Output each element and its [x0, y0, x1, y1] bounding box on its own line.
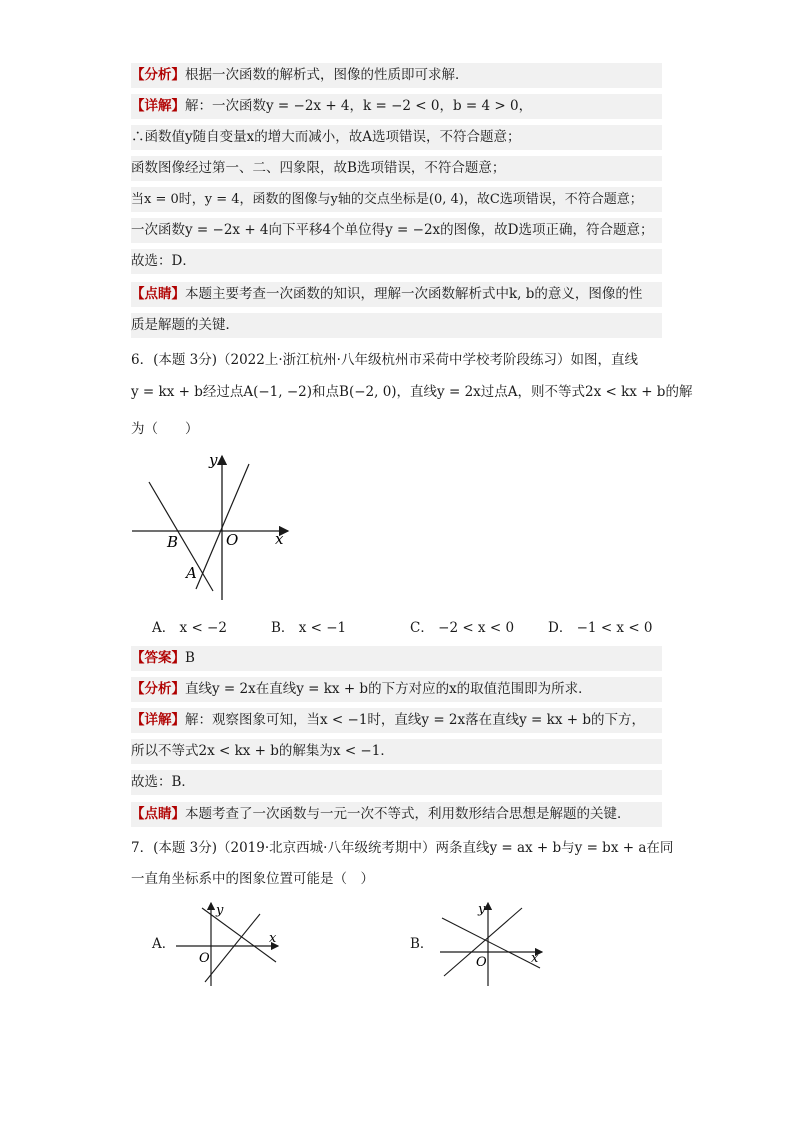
origin-label: O: [199, 951, 210, 966]
option-text: x < −2: [179, 620, 227, 636]
analysis-tag: 【分析】: [131, 681, 185, 697]
line-1: [442, 918, 540, 968]
option-letter: A．: [152, 620, 176, 636]
q5-detail-line3: 函数图像经过第一、二、四象限，故B选项错误，不符合题意；: [131, 156, 662, 181]
option-letter: D．: [548, 620, 573, 636]
q5-analysis: [131, 63, 662, 88]
comment-tag: 【点睛】: [131, 806, 185, 822]
analysis-text: 根据一次函数的解析式，图像的性质即可求解．: [185, 67, 469, 83]
analysis-tag: 【分析】: [131, 67, 185, 83]
comment-text: 本题考查了一次函数与一元一次不等式，利用数形结合思想是解题的关键．: [185, 806, 631, 822]
q5-comment-line2: 质是解题的关键．: [131, 313, 662, 338]
q6-stem-line1: 6．(本题 3分)（2022上·浙江杭州·八年级杭州市采荷中学校考阶段练习）如图，直线: [131, 352, 638, 368]
q7-stem-line1: 7．(本题 3分)（2019·北京西城·八年级统考期中）两条直线y = ax + b与y = bx + a在同: [131, 840, 674, 856]
detail-text: 解：观察图象可知，当x < −1时，直线y = 2x落在直线y = kx + b的下方，: [185, 712, 645, 728]
point-b-label: B: [167, 533, 179, 551]
q6-option-a: [152, 618, 227, 638]
q7-option-a-letter: A．: [152, 936, 176, 952]
q6-option-d: [548, 618, 653, 638]
point-a-label: A: [186, 564, 197, 582]
q6-choice: 故选：B．: [131, 770, 662, 795]
q7-stem-line2: 一直角坐标系中的图象位置可能是（ ）: [131, 871, 374, 887]
x-axis-label: x: [531, 951, 539, 966]
q6-analysis: [131, 677, 662, 702]
detail-text: 解：一次函数y = −2x + 4，k = −2 < 0，b = 4 > 0，: [185, 98, 533, 114]
line-1: [202, 908, 276, 962]
detail-tag: 【详解】: [131, 98, 185, 114]
q5-detail-line5: 一次函数y = −2x + 4向下平移4个单位得y = −2x的图像，故D选项正确，符合题意；: [131, 218, 662, 243]
q6-stem-line2: y = kx + b经过点A(−1, −2)和点B(−2, 0)，直线y = 2x过点A，则不等式2x < kx + b的解: [131, 384, 693, 400]
analysis-text: 直线y = 2x在直线y = kx + b的下方对应的x的取值范围即为所求．: [185, 681, 592, 697]
q6-option-b: [271, 618, 346, 638]
x-axis-label: x: [275, 530, 284, 548]
q5-detail-line1: [131, 94, 662, 119]
q5-detail-line2: ∴函数值y随自变量x的增大而减小，故A选项错误，不符合题意；: [131, 125, 662, 150]
q7-graph-b: [436, 900, 548, 990]
option-text: x < −1: [298, 620, 347, 636]
comment-tag: 【点睛】: [131, 286, 185, 302]
q5-detail-line4: 当x = 0时，y = 4，函数的图像与y轴的交点坐标是(0, 4)，故C选项错误，不符合题意；: [131, 187, 662, 212]
answer-tag: 【答案】: [131, 650, 185, 666]
q6-stem-line3: 为（ ）: [131, 421, 199, 437]
y-axis-label: y: [478, 902, 486, 917]
option-text: −1 < x < 0: [576, 620, 653, 636]
option-text: −2 < x < 0: [438, 620, 515, 636]
y-axis-label: y: [216, 903, 224, 918]
q5-comment-line1: [131, 282, 662, 307]
q6-detail-line1: [131, 708, 662, 733]
origin-label: O: [476, 955, 487, 970]
answer-value: B: [185, 650, 195, 666]
q6-comment: [131, 802, 662, 827]
q7-option-b-letter: B．: [410, 936, 434, 952]
y-axis-label: y: [209, 452, 218, 469]
q6-option-c: [410, 618, 514, 638]
x-axis-label: x: [269, 931, 277, 946]
comment-text: 本题主要考查一次函数的知识，理解一次函数解析式中k, b的意义，图像的性: [185, 286, 643, 302]
q6-detail-line2: 所以不等式2x < kx + b的解集为x < −1．: [131, 739, 662, 764]
option-letter: C．: [410, 620, 434, 636]
option-letter: B．: [271, 620, 295, 636]
line-kx-plus-b: [149, 482, 213, 591]
q6-graph: [128, 452, 298, 604]
detail-tag: 【详解】: [131, 712, 185, 728]
q6-answer: [131, 646, 662, 671]
q5-choice: 故选：D．: [131, 249, 662, 274]
line-2: [205, 914, 260, 982]
q7-graph-a: [172, 900, 284, 990]
origin-label: O: [226, 531, 239, 549]
